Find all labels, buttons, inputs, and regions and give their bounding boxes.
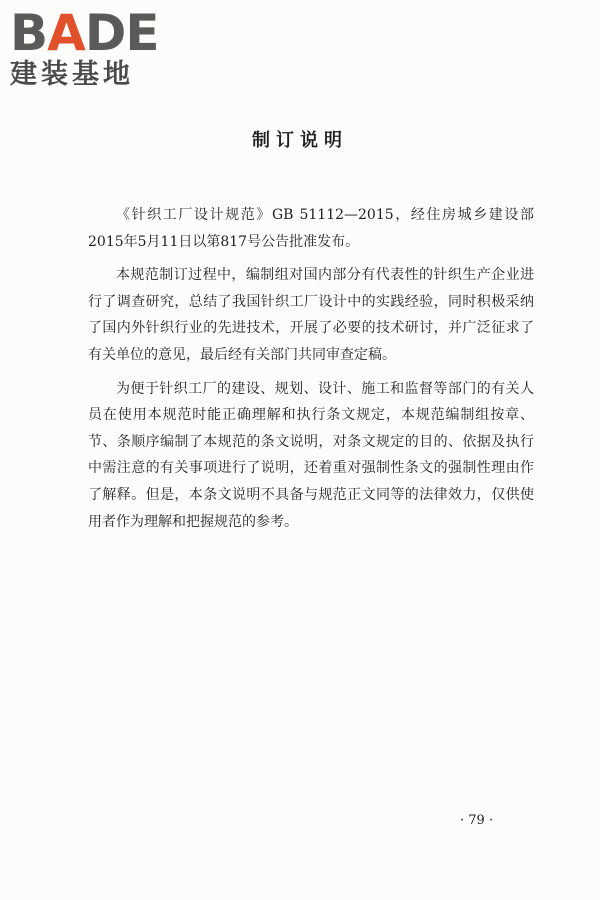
bade-logo — [10, 4, 180, 94]
paragraph-approval: 《针织工厂设计规范》GB 51112—2015，经住房城乡建设部2015年5月11日以第817号公告批准发布。 — [88, 207, 534, 250]
paragraph-process: 本规范制订过程中，编制组对国内部分有代表性的针织生产企业进行了调查研究，总结了我国针织工厂设计中的实践经验，同时积极采纳了国内外针织行业的先进技术，开展了必要的技术研讨，并广泛征求了有关单位的意见，最后经有关部门共同审查定稿。 — [88, 267, 534, 363]
page-number: · 79 · — [460, 813, 494, 828]
logo-wordmark — [10, 4, 159, 62]
page-title: 制订说明 — [252, 130, 348, 151]
paragraph-purpose: 为便于针织工厂的建设、规划、设计、施工和监督等部门的有关人员在使用本规范时能正确理解和执行条文规定，本规范编制组按章、节、条顺序编制了本规范的条文说明，对条文规定的目的、依据及执行中需注意的有关事项进行了说明，还着重对强制性条文的强制性理由作了解释。但是，本条文说明不具备与规范正文同等的法律效力，仅供使用者作为理解和把握规范的参考。 — [88, 380, 534, 530]
logo-subtitle: 建装基地 — [10, 59, 134, 90]
logo-letters-b: B — [10, 4, 48, 62]
logo-letter-a: A — [47, 4, 85, 62]
logo-letters-de: DE — [84, 4, 159, 62]
document-body — [88, 202, 534, 542]
